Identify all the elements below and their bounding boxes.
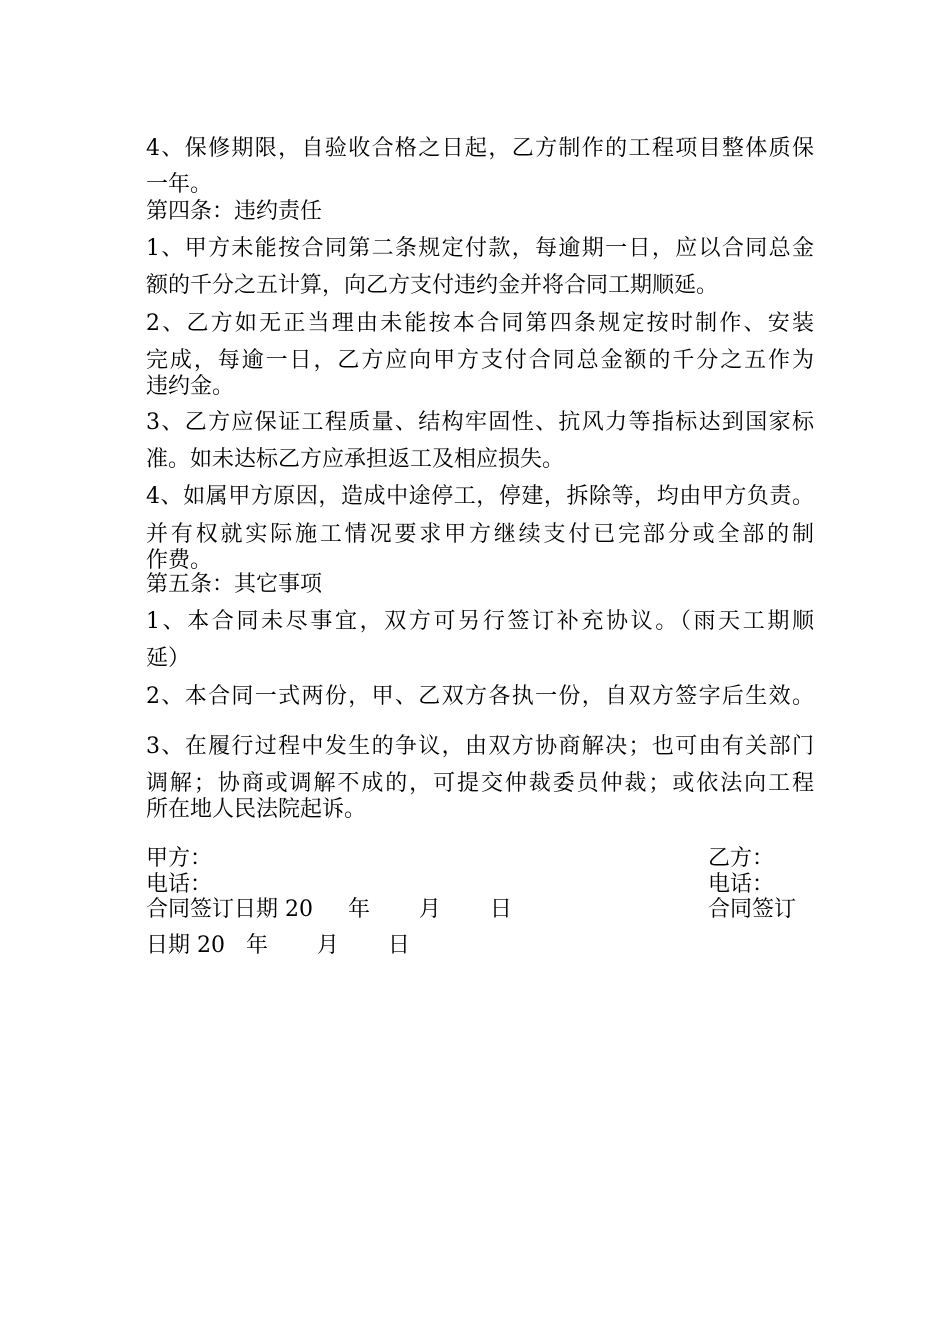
sign-date-a: 合同签订日期 20 年 月 日 — [146, 897, 512, 922]
article-5-item-2-line-1: 2、本合同一式两份，甲、乙双方各执一份，自双方签字后生效。 — [146, 684, 814, 709]
phone-a-label: 电话： — [146, 872, 213, 897]
article-4-item-1-line-1: 1、甲方未能按合同第二条规定付款，每逾期一日，应以合同总金 — [146, 236, 814, 261]
article-4-item-2-line-3: 违约金。 — [146, 374, 235, 399]
article-4-item-3-line-1: 3、乙方应保证工程质量、结构牢固性、抗风力等指标达到国家标 — [146, 410, 814, 435]
article-5-heading: 第五条：其它事项 — [146, 572, 323, 597]
article-4-item-4-line-1: 4、如属甲方原因，造成中途停工，停建，拆除等，均由甲方负责。 — [146, 484, 814, 509]
article-5-item-1-line-2: 延） — [146, 646, 191, 671]
clause-3-4-line-1: 4、保修期限，自验收合格之日起，乙方制作的工程项目整体质保 — [146, 136, 814, 161]
article-5-item-3-line-3: 所在地人民法院起诉。 — [146, 797, 367, 822]
sign-date-b-start: 合同签订 — [708, 897, 797, 922]
article-4-item-2-line-2: 完成，每逾一日，乙方应向甲方支付合同总金额的千分之五作为 — [146, 348, 814, 373]
article-5-item-3-line-1: 3、在履行过程中发生的争议，由双方协商解决；也可由有关部门 — [146, 734, 814, 759]
article-5-item-3-line-2: 调解；协商或调解不成的，可提交仲裁委员仲裁；或依法向工程 — [146, 771, 814, 796]
clause-3-4-line-2: 一年。 — [146, 172, 213, 197]
sign-date-b-end: 日期 20 年 月 日 — [146, 933, 410, 958]
party-b-label: 乙方： — [708, 846, 775, 871]
article-4-heading: 第四条：违约责任 — [146, 199, 323, 224]
article-4-item-3-line-2: 准。如未达标乙方应承担返工及相应损失。 — [146, 447, 565, 472]
article-4-item-4-line-2: 并有权就实际施工情况要求甲方继续支付已完部分或全部的制 — [146, 522, 814, 547]
article-4-item-2-line-1: 2、乙方如无正当理由未能按本合同第四条规定按时制作、安装 — [146, 311, 814, 336]
article-5-item-1-line-1: 1、本合同未尽事宜，双方可另行签订补充协议。（雨天工期顺 — [146, 609, 814, 634]
article-4-item-1-line-2: 额的千分之五计算，向乙方支付违约金并将合同工期顺延。 — [146, 273, 719, 298]
party-a-label: 甲方： — [146, 846, 213, 871]
article-4-item-4-line-3: 作费。 — [146, 548, 213, 573]
phone-b-label: 电话： — [708, 872, 775, 897]
